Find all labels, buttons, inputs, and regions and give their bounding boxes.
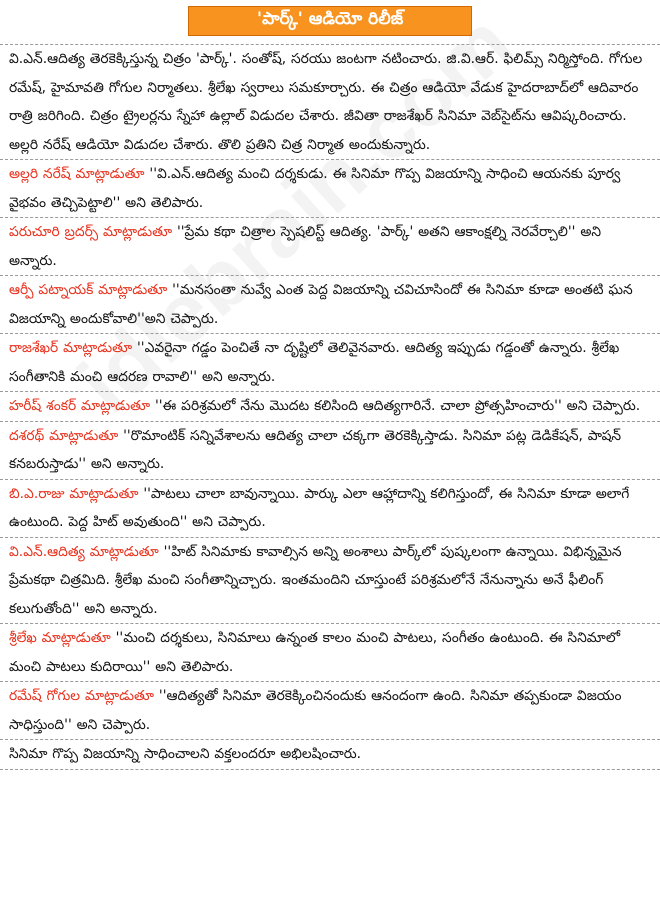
quote-text: ''మనసంతా నువ్వే ఎంత పెద్ద విజయాన్ని చవిచూసిందో ఈ సినిమా కూడా అంతటి ఘన విజయాన్ని అందుకోవాలి''అని చెప్పారు. bbox=[9, 282, 633, 327]
speaker-name: వి.ఎన్.ఆదిత్య మాట్లాడుతూ bbox=[9, 543, 159, 560]
quote-text: ''పాటలు చాలా బావున్నాయి. పార్కు ఎలా ఆహ్లాదాన్ని కలిగిస్తుందో, ఈ సినిమా కూడా అలాగే ఉంటుంది. పెద్ద హిట్ అవుతుంది'' అని చెప్పారు. bbox=[9, 485, 630, 530]
quote-text: ''రొమాంటిక్ సన్నివేశాలను ఆదిత్య చాలా చక్కగా తెరకెక్కిస్తాడు. సినిమా పట్ల డెడికేషన్, పాషన్ కనబరుస్తాడు'' అని అన్నారు. bbox=[9, 427, 622, 472]
paragraph-text: వి.ఎన్.ఆదిత్య తెరకెక్కిస్తున్న చిత్రం 'పార్క్'. సంతోష్, సరయు జంటగా నటించారు. జి.వి.ఆర్. ఫిలిమ్స్ నిర్మిస్తోంది. గోగుల రమేష్, హైమావతి గోగుల నిర్మాతలు. శ్రీలేఖ స్వరాలు సమకూర్చారు. ఈ చిత్రం ఆడియో వేడుక హైదరాబాద్‌లో ఆదివారం రాత్రి జరిగింది. చిత్రం ట్రైలర్లను స్నేహా ఉల్లాల్ విడుదల చేశారు. జీవితా రాజశేఖర్ సినిమా వెబ్‌సైట్‌ను ఆవిష్కరించారు. అల్లరి నరేష్ ఆడియో విడుదల చేశారు. తొలి ప్రతిని చిత్ర నిర్మాత అందుకున్నారు. bbox=[9, 51, 643, 153]
speaker-name: ఆర్పీ పట్నాయక్ మాట్లాడుతూ bbox=[9, 282, 168, 298]
paragraph-text: సినిమా గొప్ప విజయాన్ని సాధించాలని వక్తలందరూ అభిలషించారు. bbox=[9, 746, 362, 762]
paragraph-quote bbox=[0, 538, 660, 625]
paragraph-quote bbox=[0, 392, 660, 422]
paragraph-quote bbox=[0, 276, 660, 334]
paragraph-closing bbox=[0, 740, 660, 770]
speaker-name: పరుచూరి బ్రదర్స్ మాట్లాడుతూ bbox=[9, 224, 173, 240]
quote-text: ''ఆదిత్యతో సినిమా తెరకెక్కించినందుకు ఆనందంగా ఉంది. సినిమా తప్పకుండా విజయం సాధిస్తుంది'' అని చెప్పారు. bbox=[9, 688, 622, 733]
paragraph-quote bbox=[0, 218, 660, 276]
paragraph-quote bbox=[0, 334, 660, 392]
speaker-name: రమేష్ గోగుల మాట్లాడుతూ bbox=[9, 688, 155, 704]
quote-text: ''మంచి దర్శకులు, సినిమాలు ఉన్నంత కాలం మంచి పాటలు, సంగీతం ఉంటుంది. ఈ సినిమాలో మంచి పాటలు కుదిరాయి'' అని తెలిపారు. bbox=[9, 630, 621, 675]
page-title: 'పార్క్' ఆడియో రిలీజ్ bbox=[188, 6, 472, 36]
speaker-name: అల్లరి నరేష్ మాట్లాడుతూ bbox=[9, 166, 145, 182]
speaker-name: హరీష్ శంకర్ మాట్లాడుతూ bbox=[9, 398, 151, 414]
paragraph-quote bbox=[0, 480, 660, 538]
quote-text: ''ఈ పరిశ్రమలో నేను మొదట కలిసింది ఆదిత్యగారినే. చాలా ప్రోత్సహించారు'' అని చెప్పారు. bbox=[150, 398, 641, 414]
quote-text: ''ప్రేమ కథా చిత్రాల స్పెషలిస్ట్ ఆదిత్య. 'పార్క్' అతని ఆకాంక్షల్ని నెరవేర్చాలి'' అని అన్నారు. bbox=[9, 224, 602, 269]
speaker-name: దశరథ్ మాట్లాడుతూ bbox=[9, 427, 119, 444]
paragraph-quote bbox=[0, 682, 660, 740]
paragraph-intro bbox=[0, 45, 660, 160]
speaker-name: బి.ఎ.రాజు మాట్లాడుతూ bbox=[9, 485, 139, 502]
quote-text: ''ఎవరైనా గడ్డం పెంచితే నా దృష్టిలో తెలివైనవారు. ఆదిత్య ఇప్పుడు గడ్డంతో ఉన్నారు. శ్రీలేఖ సంగీతానికి మంచి ఆదరణ రావాలి'' అని అన్నారు. bbox=[9, 340, 620, 385]
paragraph-quote bbox=[0, 624, 660, 682]
quote-text: ''వి.ఎన్.ఆదిత్య మంచి దర్శకుడు. ఈ సినిమా గొప్ప విజయాన్ని సాధించి ఆయనకు పూర్వ వైభవం తెచ్చిపెట్టాలి'' అని తెలిపారు. bbox=[9, 166, 621, 211]
speaker-name: రాజశేఖర్ మాట్లాడుతూ bbox=[9, 340, 133, 356]
paragraph-quote bbox=[0, 422, 660, 480]
quote-text: ''హిట్ సినిమాకు కావాల్సిన అన్ని అంశాలు పార్క్‌లో పుష్కలంగా ఉన్నాయి. విభిన్నమైన ప్రేమకథా చిత్రమిది. శ్రీలేఖ మంచి సంగీతాన్నిచ్చారు. ఇంతమందిని చూస్తుంటే పరిశ్రమలోనే నేనున్నాను అనే ఫీలింగ్ కలుగుతోంది'' అని అన్నారు. bbox=[9, 543, 622, 617]
article-body bbox=[0, 44, 660, 770]
paragraph-quote bbox=[0, 160, 660, 218]
speaker-name: శ్రీలేఖ మాట్లాడుతూ bbox=[9, 630, 111, 646]
